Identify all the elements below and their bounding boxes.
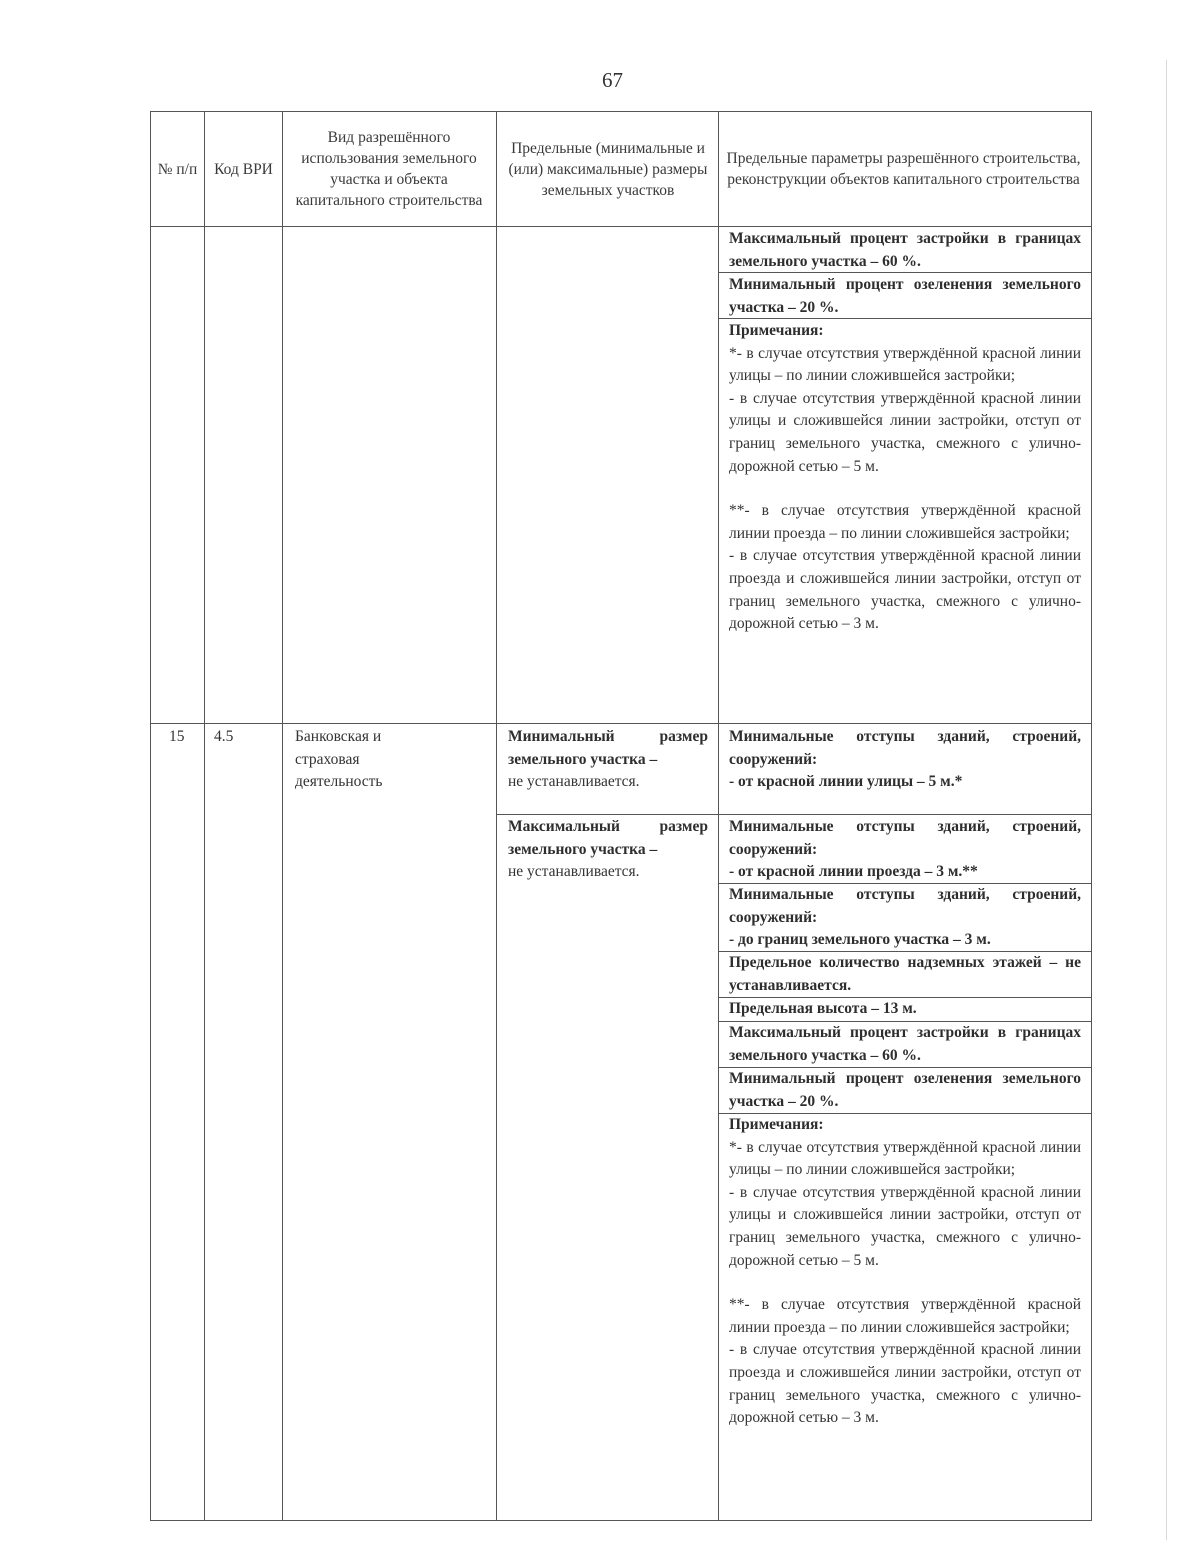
cont-note-3: **- в случае отсутствия утверждённой красной линии проезда – по линии сложившейся застройки; — [729, 502, 1081, 542]
row15-p2-value: - от красной линии проезда – 3 м.** — [729, 863, 978, 881]
row15-min-size-value: не устанавливается. — [508, 773, 640, 791]
row15-p2 — [729, 816, 1081, 884]
cell-divider — [718, 272, 1091, 273]
row-divider — [151, 723, 1091, 724]
col-divider — [718, 112, 719, 1520]
header-num: № п/п — [157, 160, 198, 178]
row15-max-size-value: не устанавливается. — [508, 863, 640, 881]
cont-notes — [729, 320, 1081, 636]
row15-note-3: **- в случае отсутствия утверждённой красной линии проезда – по линии сложившейся застройки; — [729, 1296, 1081, 1336]
cont-min-green: Минимальный процент озеленения земельного участка – 20 %. — [729, 276, 1081, 316]
row15-notes-title: Примечания: — [729, 1116, 824, 1133]
row15-p1-value: - от красной линии улицы – 5 м.* — [729, 773, 963, 791]
cell-divider — [718, 814, 1091, 815]
row15-max-size — [508, 816, 708, 884]
scan-edge — [1166, 60, 1167, 1540]
cont-notes-title: Примечания: — [729, 322, 824, 339]
col-divider — [282, 112, 283, 1520]
zoning-table — [150, 111, 1092, 1521]
row15-notes — [729, 1114, 1081, 1430]
row15-vri: Банковская и страховая деятельность — [295, 728, 383, 791]
row15-note-1: *- в случае отсутствия утверждённой красной линии улицы – по линии сложившейся застройки; — [729, 1138, 1081, 1179]
row15-min-size-label: Минимальный размер земельного участка – — [508, 728, 708, 768]
row15-p3-value: - до границ земельного участка – 3 м. — [729, 931, 991, 949]
header-divider — [151, 226, 1091, 227]
col-divider — [496, 112, 497, 1520]
header-sizes: Предельные (минимальные и (или) максимальные) размеры земельных участков — [508, 139, 708, 199]
row15-p1 — [729, 726, 1081, 794]
row15-min-green: Минимальный процент озеленения земельного участка – 20 %. — [729, 1070, 1081, 1110]
row15-max-size-label: Максимальный размер земельного участка – — [508, 818, 708, 858]
row15-note-2: - в случае отсутствия утверждённой красной линии улицы и сложившейся линии застройки, отступ от границ земельного участка, смежного с улично-дорожной сетью – 5 м. — [729, 1183, 1081, 1269]
cont-note-4: - в случае отсутствия утверждённой красной линии проезда и сложившейся линии застройки, отступ от границ земельного участка, смежного с улично-дорожной сетью – 3 м. — [729, 547, 1081, 633]
row15-p3-label: Минимальные отступы зданий, строений, сооружений: — [729, 886, 1081, 926]
header-params: Предельные параметры разрешённого строительства, реконструкции объектов капитального строительства — [726, 150, 1081, 188]
row15-p2-label: Минимальные отступы зданий, строений, сооружений: — [729, 818, 1081, 858]
header-code: Код ВРИ — [214, 160, 273, 178]
header-vri: Вид разрешённого использования земельного участка и объекта капитального строительства — [295, 129, 483, 209]
row15-code: 4.5 — [214, 728, 234, 745]
row15-height: Предельная высота – 13 м. — [729, 1000, 917, 1017]
row15-p3 — [729, 884, 1081, 952]
row15-max-build: Максимальный процент застройки в границах земельного участка – 60 %. — [729, 1024, 1081, 1064]
cell-divider — [496, 814, 718, 815]
spacer — [729, 478, 1081, 500]
col-divider — [204, 112, 205, 1520]
cell-divider — [718, 318, 1091, 319]
cont-max-build: Максимальный процент застройки в границах земельного участка – 60 %. — [729, 230, 1081, 270]
spacer — [729, 1272, 1081, 1294]
row15-floors: Предельное количество надземных этажей – не устанавливается. — [729, 954, 1081, 994]
cont-note-2: - в случае отсутствия утверждённой красной линии улицы и сложившейся линии застройки, отступ от границ земельного участка, смежного с улично-дорожной сетью – 5 м. — [729, 389, 1081, 475]
row15-note-4: - в случае отсутствия утверждённой красной линии проезда и сложившейся линии застройки, отступ от границ земельного участка, смежного с улично-дорожной сетью – 3 м. — [729, 1341, 1081, 1427]
row15-p1-label: Минимальные отступы зданий, строений, сооружений: — [729, 728, 1081, 768]
row15-min-size — [508, 726, 708, 794]
row15-num: 15 — [169, 728, 185, 745]
cont-note-1: *- в случае отсутствия утверждённой красной линии улицы – по линии сложившейся застройки; — [729, 344, 1081, 385]
page-number: 67 — [602, 68, 623, 92]
